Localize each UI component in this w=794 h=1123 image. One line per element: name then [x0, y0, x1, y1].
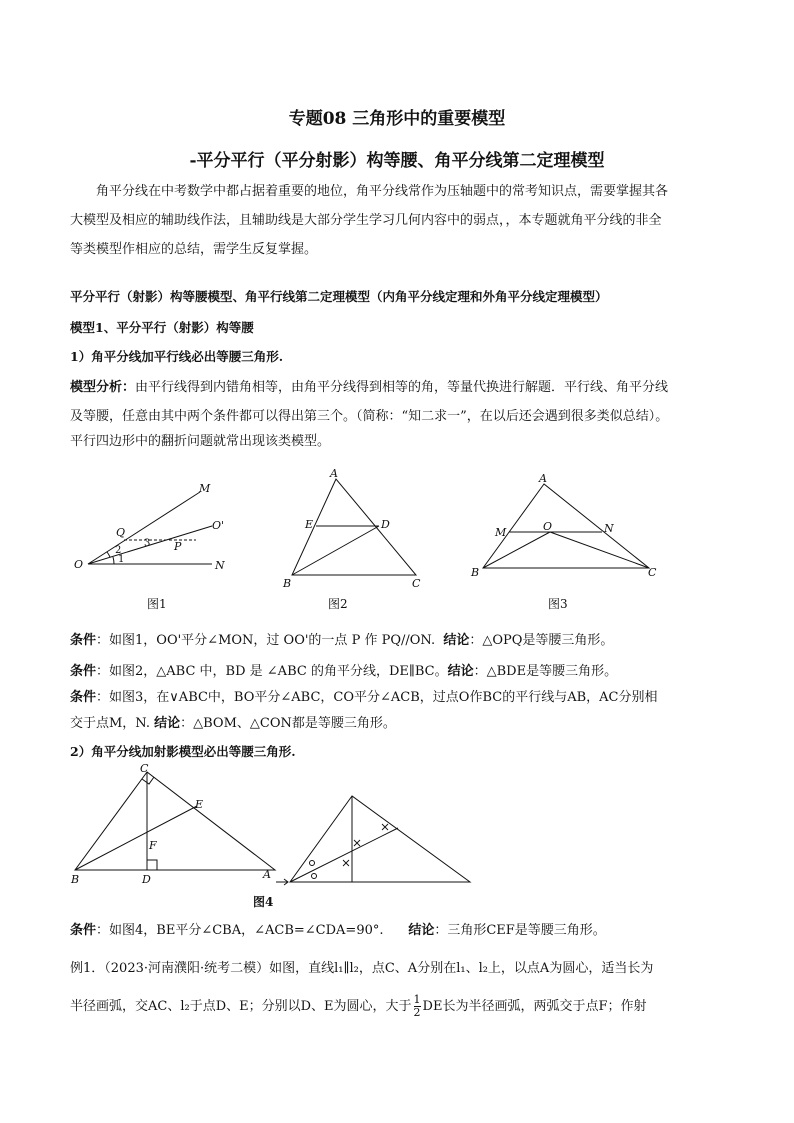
condition-3-continued [70, 712, 396, 731]
conclusion-label: 结论 [408, 923, 435, 938]
bisector [290, 828, 398, 882]
analysis-line: 及等腰，任意由其中两个条件都可以得出第三个。（简称：“知二求一”，在以后还会遇到很多类似总结）。 [70, 409, 669, 424]
segment-bd [292, 526, 379, 575]
label-f: F [149, 839, 157, 852]
ray-om [88, 492, 200, 564]
sub-heading-2: 2）角平分线加射影模型必出等腰三角形. [70, 744, 296, 759]
conclusion-label: 结论 [154, 716, 181, 731]
condition-label: 条件 [70, 664, 97, 679]
label-o: O [543, 520, 553, 533]
label-d: D [381, 518, 390, 531]
label-e: E [195, 798, 204, 811]
label-n: N [604, 522, 614, 535]
angle-mark [312, 874, 317, 879]
label-b: B [471, 566, 480, 579]
label-a: A [263, 868, 271, 881]
figure-4-caption: 图4 [253, 895, 274, 909]
figure-3-caption: 图3 [548, 597, 568, 611]
analysis-label: 模型分析： [70, 380, 136, 395]
label-angle-2: 2 [115, 545, 122, 556]
label-d: D [142, 873, 151, 886]
fraction [414, 994, 421, 1019]
figure-1 [60, 470, 240, 590]
label-a: A [330, 467, 338, 480]
condition-text: 交于点M，N. [70, 716, 155, 731]
conclusion-text: ：三角形CEF是等腰三角形。 [434, 923, 606, 938]
condition-label: 条件 [70, 923, 97, 938]
conclusion-text: ：△OPQ是等腰三角形。 [469, 633, 614, 648]
page-subtitle: -平分平行（平分射影）构等腰、角平分线第二定理模型 [189, 151, 605, 171]
model-analysis [70, 373, 730, 453]
label-o-prime: O' [212, 519, 225, 532]
analysis-line: 平行四边形中的翻折问题就常出现该类模型。 [70, 434, 331, 449]
right-angle-c [142, 777, 154, 784]
intro-line: 大模型及相应的辅助线作法，且辅助线是大部分学生学习几何内容中的弱点，，本专题就角平分线的非全 [70, 213, 662, 228]
label-e: E [305, 518, 314, 531]
label-p: P [174, 540, 182, 553]
condition-text: ：如图3，在∨ABC中，BO平分∠ABC，CO平分∠ACB，过点O作BC的平行线与AB，AC分别相 [96, 690, 658, 705]
label-angle-3: 3 [144, 538, 151, 549]
intro-paragraph [70, 177, 730, 264]
triangle-abc [75, 772, 275, 870]
conclusion-label: 结论 [447, 664, 474, 679]
example-1-line-2 [70, 994, 646, 1019]
triangle-abc [483, 484, 649, 568]
condition-4 [70, 919, 606, 938]
figure-2 [278, 465, 438, 590]
page-title: 专题08 三角形中的重要模型 [288, 109, 506, 129]
label-q: Q [116, 526, 126, 539]
condition-label: 条件 [70, 633, 97, 648]
label-b: B [283, 577, 292, 590]
label-c: C [412, 577, 421, 590]
segment-co [550, 532, 649, 568]
section-heading: 平分平行（射影）构等腰模型、角平行线第二定理模型（内角平分线定理和外角平分线定理模型） [70, 289, 608, 304]
angle-arc-2 [107, 552, 110, 557]
label-c: C [140, 762, 149, 775]
label-b: B [71, 873, 80, 886]
condition-label: 条件 [70, 690, 97, 705]
figure-3 [465, 470, 665, 585]
condition-3 [70, 686, 657, 705]
condition-text: ：如图4，BE平分∠CBA，∠ACB=∠CDA=90°. [96, 923, 384, 938]
triangle [290, 796, 470, 882]
figure-4 [65, 762, 295, 887]
angle-mark [310, 861, 315, 866]
label-m: M [199, 482, 211, 495]
example-text: 半径画弧，交AC、l₂于点D、E；分别以D、E为圆心，大于 [70, 999, 412, 1014]
fraction-denominator: 2 [413, 1006, 421, 1019]
label-n: N [215, 559, 225, 572]
label-angle-1: 1 [118, 554, 125, 565]
example-text: DE长为半径画弧，两弧交于点F；作射 [422, 999, 647, 1014]
shadow-model-figure [270, 790, 480, 890]
analysis-line: 由平行线得到内错角相等，由角平分线得到相等的角，等量代换进行解题．平行线、角平分线 [135, 380, 669, 395]
angle-arc-1 [113, 557, 114, 564]
conclusion-text: ：△BDE是等腰三角形。 [473, 664, 618, 679]
label-m: M [495, 526, 507, 539]
model1-heading: 模型1、平分平行（射影）构等腰 [70, 320, 254, 335]
bisector-be [75, 806, 197, 870]
condition-text: ：如图1，OO'平分∠MON，过 OO'的一点 P 作 PQ//ON. [96, 633, 436, 648]
conclusion-label: 结论 [443, 633, 470, 648]
condition-text: ：如图2，△ABC 中，BD 是 ∠ABC 的角平分线，DE∥BC。 [96, 664, 448, 679]
fraction-numerator: 1 [413, 993, 421, 1006]
label-c: C [648, 566, 657, 579]
conclusion-text: ：△BOM、△CON都是等腰三角形。 [180, 716, 396, 731]
intro-line: 等类模型作相应的总结，需学生反复掌握。 [70, 242, 318, 257]
example-1-line-1: 例1．（2023·河南濮阳·统考二模）如图，直线l₁∥l₂，点C、A分别在l₁、l₂上，以点A为圆心，适当长为 [70, 961, 654, 976]
intro-line: 角平分线在中考数学中都占据着重要的地位，角平分线常作为压轴题中的常考知识点，需要掌握其各 [96, 184, 669, 199]
condition-1 [70, 629, 613, 648]
right-angle-d [147, 860, 157, 870]
sub-heading-1: 1）角平分线加平行线必出等腰三角形. [70, 349, 284, 364]
figure-2-caption: 图2 [328, 597, 348, 611]
segment-bo [483, 532, 550, 568]
label-o: O [74, 558, 84, 571]
label-a: A [539, 472, 547, 485]
condition-2 [70, 660, 617, 679]
figure-1-caption: 图1 [147, 597, 167, 611]
